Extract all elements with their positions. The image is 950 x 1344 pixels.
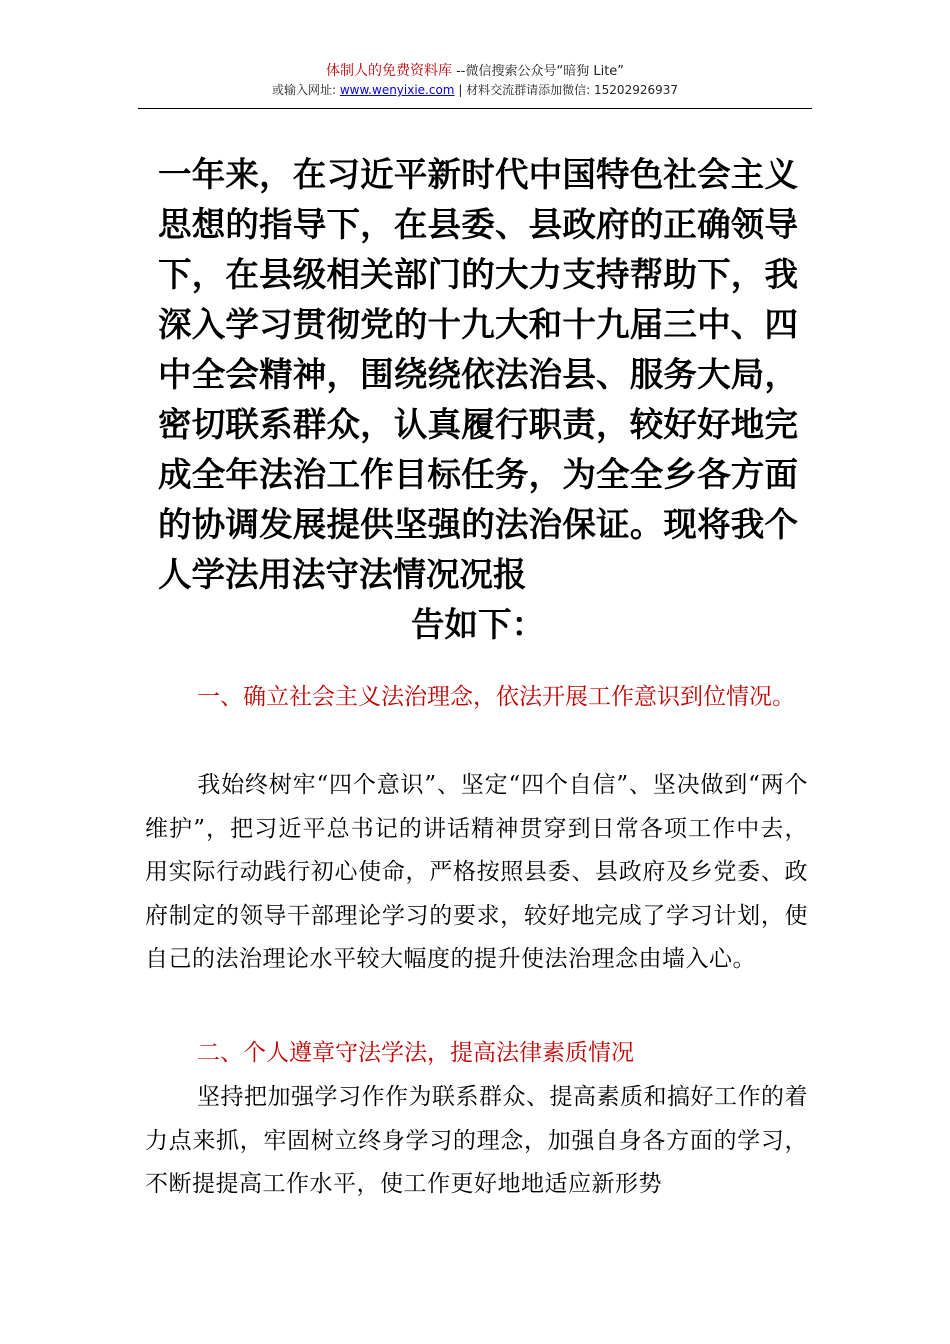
header-brand: 体制人的免费资料库 [325,63,452,79]
header-line-1 [138,62,812,81]
header-url-link[interactable]: www.wenyixie.com [339,83,455,97]
section-body-1: 我始终树牢“四个意识”、坚定“四个自信”、坚决做到“两个维护”，把习近平总书记的讲话精神贯穿到日常各项工作中去，用实际行动践行初心使命，严格按照县委、县政府及乡党委、政府制定的领导干部理论学习的要求，较好地完成了学习计划，使自己的法治理论水平较大幅度的提升使法治理念由墙入心。 [145,772,808,972]
header-url-prefix: 或输入网址: [271,83,340,97]
header-contact: | 材料交流群请添加微信: 15202926937 [454,83,679,97]
title-text: 一年来，在习近平新时代中国特色社会主义思想的指导下，在县委、县政府的正确领导下，在县级相关部门的大力支持帮助下，我深入学习贯彻党的十九大和十九届三中、四中全会精神，围绕绕依法治县、服务大局，密切联系群众，认真履行职责，较好好地完成全年法治工作目标任务，为全全乡各方面的协调发展提供坚强的法治保证。现将我个人学法用法守法情况况报 [158,155,798,594]
page-header [138,62,812,99]
section-heading-2: 二、个人遵章守法学法，提高法律素质情况 [197,1040,634,1066]
title-last-line: 告如下： [411,605,545,644]
header-tagline: --微信搜索公众号“暗狗 Lite” [451,64,625,79]
section-body-2: 坚持把加强学习作作为联系群众、提高素质和搞好工作的着力点来抓，牢固树立终身学习的理念，加强自身各方面的学习，不断提提高工作水平，使工作更好地地适应新形势 [145,1084,808,1197]
header-divider [138,108,812,109]
header-line-2 [138,81,812,99]
document-title [158,150,798,650]
section-heading-1: 一、确立社会主义法治理念，依法开展工作意识到位情况。 [197,684,795,710]
